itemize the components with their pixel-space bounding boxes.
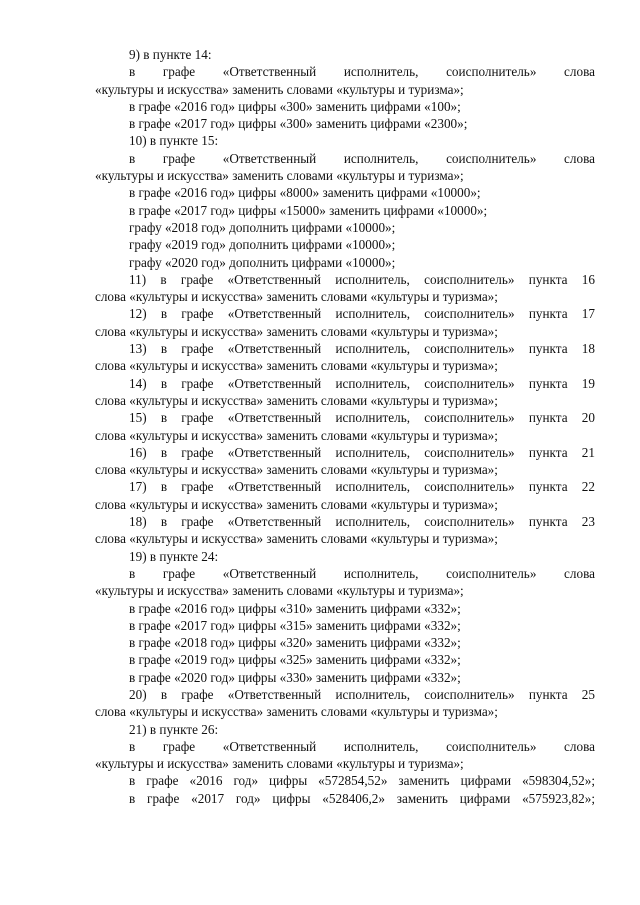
text-line-content: в графе «2018 год» цифры «320» заменить цифрами «332»; [129, 635, 461, 651]
text-line [95, 392, 595, 409]
text-line [95, 184, 595, 201]
text-line-content: слова «культуры и искусства» заменить словами «культуры и туризма»; [95, 496, 498, 512]
text-line [95, 461, 595, 478]
text-line [95, 496, 595, 513]
text-line-content: слова «культуры и искусства» заменить словами «культуры и туризма»; [95, 462, 498, 478]
text-line [95, 600, 595, 617]
text-line [95, 444, 595, 461]
document-body [95, 46, 595, 807]
text-line [95, 617, 595, 634]
text-line [95, 132, 595, 149]
text-line [95, 340, 595, 357]
text-line-content: слова «культуры и искусства» заменить словами «культуры и туризма»; [95, 289, 498, 305]
text-line-content: графу «2018 год» дополнить цифрами «10000»; [129, 219, 396, 235]
text-line [95, 755, 595, 772]
text-line [95, 46, 595, 63]
text-line [95, 721, 595, 738]
text-line [95, 686, 595, 703]
text-line [95, 236, 595, 253]
text-line-content: 21) в пункте 26: [129, 721, 219, 737]
text-line-content: 13) в графе «Ответственный исполнитель, соисполнитель» пункта 18 [129, 341, 595, 357]
text-line-content: 20) в графе «Ответственный исполнитель, соисполнитель» пункта 25 [129, 686, 595, 702]
text-line [95, 288, 595, 305]
text-line [95, 738, 595, 755]
text-line-content: «культуры и искусства» заменить словами «культуры и туризма»; [95, 81, 464, 97]
text-line-content: 11) в графе «Ответственный исполнитель, соисполнитель» пункта 16 [129, 271, 595, 287]
text-line [95, 790, 595, 807]
text-line [95, 427, 595, 444]
text-line [95, 669, 595, 686]
text-line-content: в графе «Ответственный исполнитель, соисполнитель» слова [129, 565, 595, 581]
text-line [95, 513, 595, 530]
text-line-content: слова «культуры и искусства» заменить словами «культуры и туризма»; [95, 392, 498, 408]
text-line-content: слова «культуры и искусства» заменить словами «культуры и туризма»; [95, 704, 498, 720]
text-line-content: в графе «2020 год» цифры «330» заменить цифрами «332»; [129, 669, 461, 685]
text-line-content: 18) в графе «Ответственный исполнитель, соисполнитель» пункта 23 [129, 514, 595, 530]
text-line-content: 12) в графе «Ответственный исполнитель, соисполнитель» пункта 17 [129, 306, 595, 322]
text-line-content: графу «2020 год» дополнить цифрами «10000»; [129, 254, 396, 270]
text-line [95, 409, 595, 426]
text-line [95, 582, 595, 599]
text-line [95, 548, 595, 565]
text-line [95, 651, 595, 668]
text-line-content: «культуры и искусства» заменить словами «культуры и туризма»; [95, 168, 464, 184]
text-line-content: 10) в пункте 15: [129, 133, 219, 149]
text-line [95, 81, 595, 98]
text-line-content: в графе «2017 год» цифры «528406,2» заменить цифрами «575923,82»; [129, 790, 595, 806]
text-line [95, 254, 595, 271]
text-line-content: в графе «2019 год» цифры «325» заменить цифрами «332»; [129, 652, 461, 668]
text-line-content: слова «культуры и искусства» заменить словами «культуры и туризма»; [95, 323, 498, 339]
text-line-content: в графе «2016 год» цифры «310» заменить цифрами «332»; [129, 600, 461, 616]
text-line-content: в графе «Ответственный исполнитель, соисполнитель» слова [129, 150, 595, 166]
text-line-content: слова «культуры и искусства» заменить словами «культуры и туризма»; [95, 358, 498, 374]
text-line [95, 219, 595, 236]
text-line-content: в графе «2017 год» цифры «15000» заменить цифрами «10000»; [129, 202, 488, 218]
text-line [95, 167, 595, 184]
text-line-content: «культуры и искусства» заменить словами «культуры и туризма»; [95, 756, 464, 772]
text-line [95, 375, 595, 392]
text-line-content: 16) в графе «Ответственный исполнитель, соисполнитель» пункта 21 [129, 444, 595, 460]
text-line-content: в графе «2017 год» цифры «300» заменить цифрами «2300»; [129, 116, 468, 132]
text-line [95, 634, 595, 651]
text-line-content: в графе «2017 год» цифры «315» заменить цифрами «332»; [129, 617, 461, 633]
text-line [95, 323, 595, 340]
text-line-content: в графе «2016 год» цифры «8000» заменить цифрами «10000»; [129, 185, 481, 201]
text-line-content: в графе «2016 год» цифры «300» заменить цифрами «100»; [129, 98, 461, 114]
text-line-content: 9) в пункте 14: [129, 47, 212, 62]
text-line-content: «культуры и искусства» заменить словами «культуры и туризма»; [95, 583, 464, 599]
text-line [95, 478, 595, 495]
text-line [95, 565, 595, 582]
text-line-content: слова «культуры и искусства» заменить словами «культуры и туризма»; [95, 531, 498, 547]
text-line [95, 202, 595, 219]
text-line [95, 115, 595, 132]
text-line-content: 15) в графе «Ответственный исполнитель, соисполнитель» пункта 20 [129, 410, 595, 426]
text-line [95, 63, 595, 80]
text-line-content: в графе «Ответственный исполнитель, соисполнитель» слова [129, 64, 595, 80]
text-line [95, 150, 595, 167]
text-line-content: слова «культуры и искусства» заменить словами «культуры и туризма»; [95, 427, 498, 443]
text-line [95, 703, 595, 720]
text-line-content: 17) в графе «Ответственный исполнитель, соисполнитель» пункта 22 [129, 479, 595, 495]
text-line [95, 530, 595, 547]
text-line-content: 19) в пункте 24: [129, 548, 219, 564]
text-line-content: в графе «2016 год» цифры «572854,52» заменить цифрами «598304,52»; [129, 773, 595, 789]
text-line [95, 357, 595, 374]
text-line [95, 305, 595, 322]
text-line-content: в графе «Ответственный исполнитель, соисполнитель» слова [129, 738, 595, 754]
text-line [95, 271, 595, 288]
text-line [95, 98, 595, 115]
text-line-content: графу «2019 год» дополнить цифрами «10000»; [129, 237, 396, 253]
text-line-content: 14) в графе «Ответственный исполнитель, соисполнитель» пункта 19 [129, 375, 595, 391]
text-line [95, 772, 595, 789]
